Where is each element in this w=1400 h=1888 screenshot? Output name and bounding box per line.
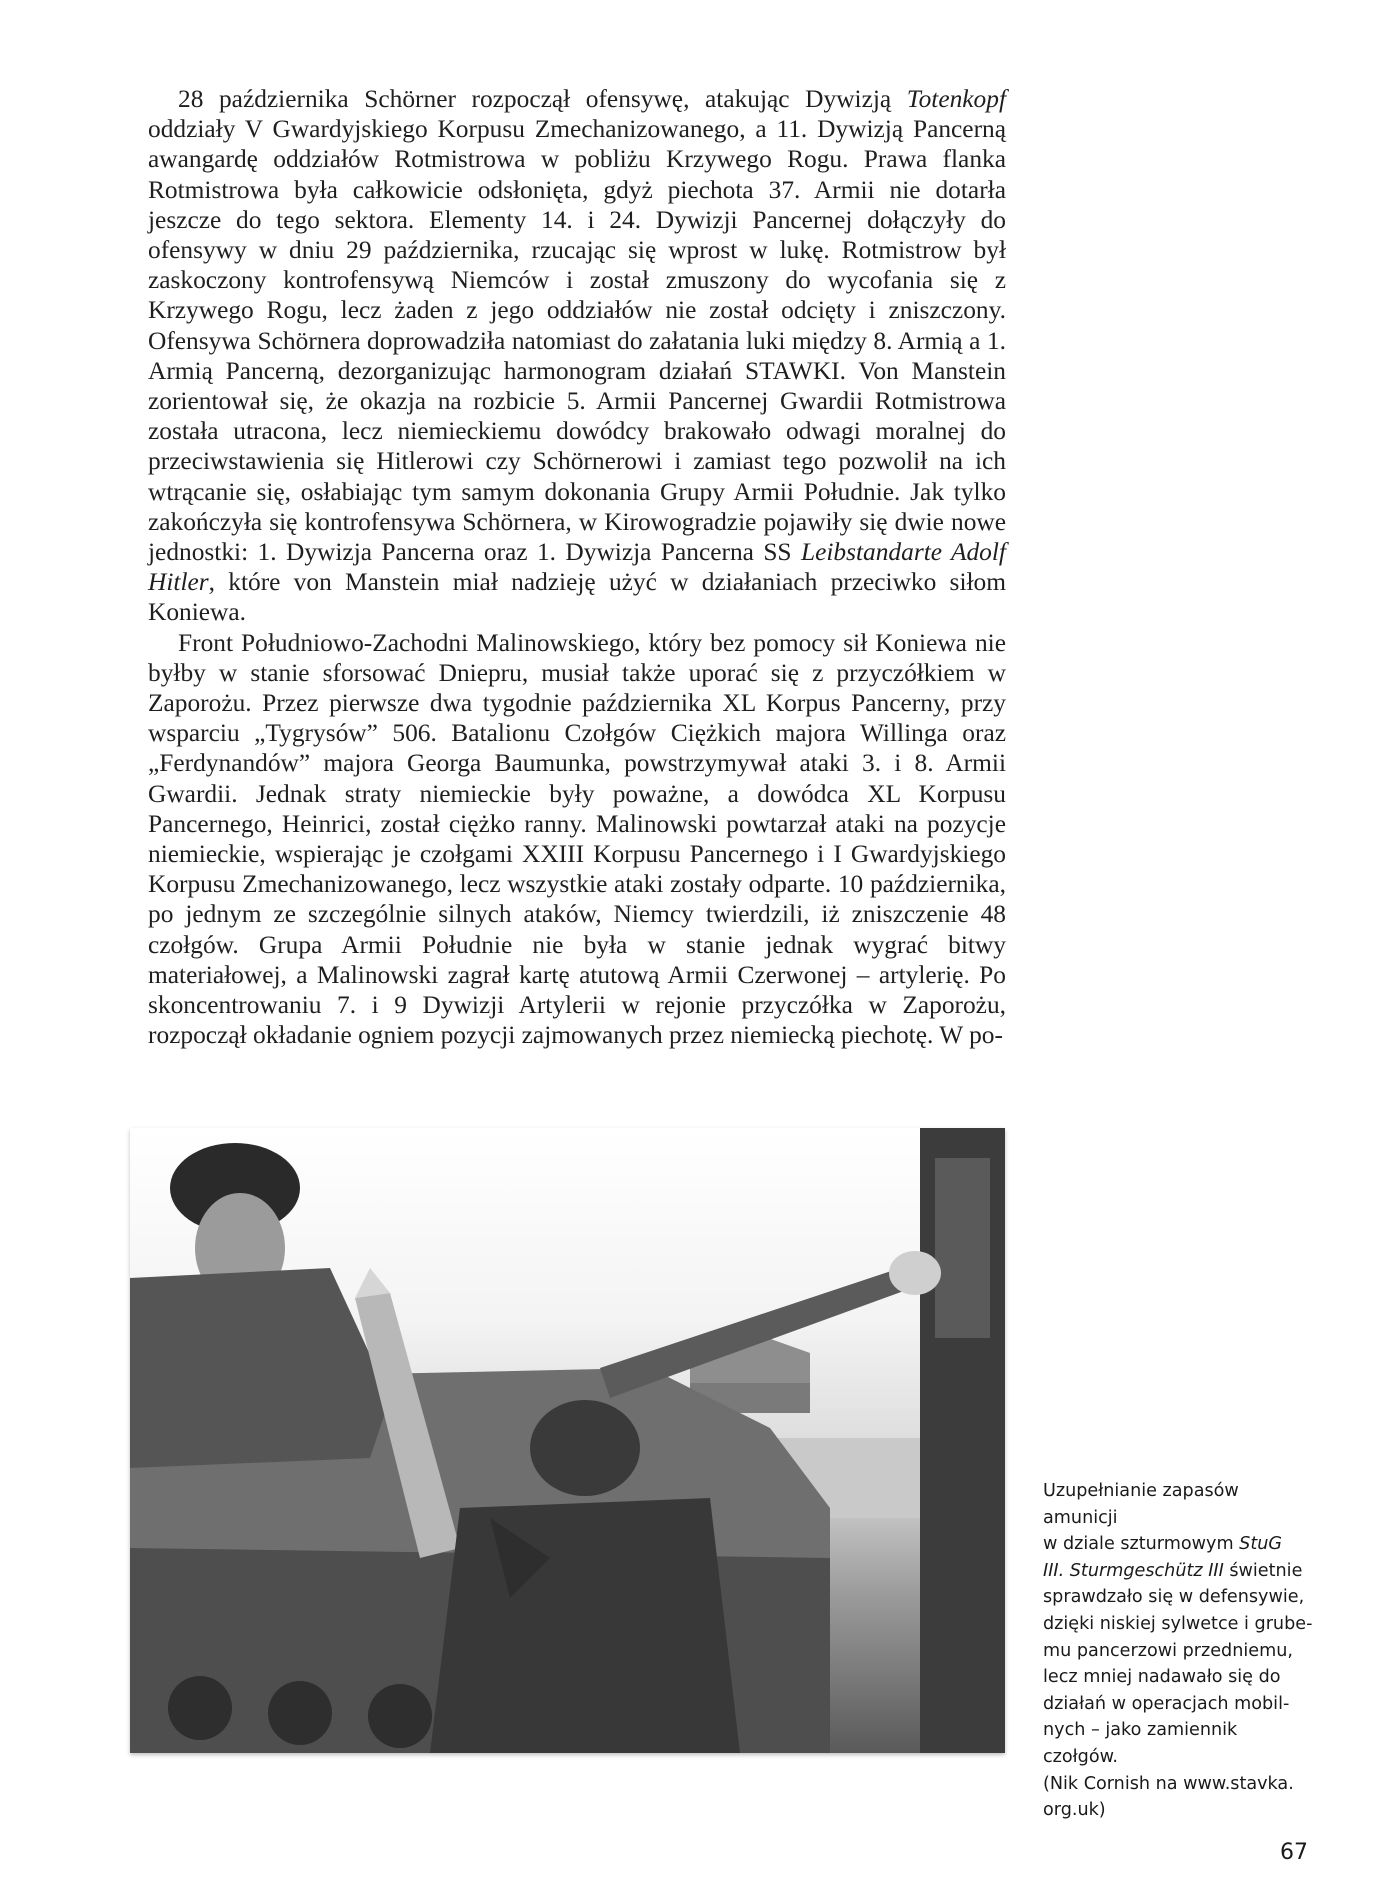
paragraph-2: Front Południowo-Zachodni Malinowskiego, który bez pomocy sił Koniewa nie byłby w stanie sforsować Dniepru, musiał także uporać się z przyczółkiem w Zaporożu. Przez pierwsze dwa tygodnie października XL Korpus Pancerny, przy wsparciu „Tygrysów” 506. Batalionu Czołgów Ciężkich majora Willinga oraz „Ferdynandów” majora Georga Baumunka, powstrzymywał ataki 3. i 8. Armii Gwardii. Jednak straty niemieckie były poważne, a dowódca XL Korpusu Pancernego, Heinrici, został ciężko ranny. Malinowski powtarzał ataki na pozycje niemieckie, wspierając je czołgami XXIII Korpusu Pancernego i I Gwardyjskiego Korpusu Zmechanizowanego, lecz wszystkie ataki zostały odparte. 10 października, po jednym ze szczególnie silnych ataków, Niemcy twierdzili, iż zniszczenie 48 czołgów. Grupa Armii Południe nie była w stanie jednak wygrać bitwy materiałowej, a Malinowski zagrał kartę atutową Armii Czerwonej – artylerię. Po skoncentrowaniu 7. i 9 Dywizji Artylerii w rejonie przyczółka w Zaporożu, rozpoczął okładanie ogniem pozycji zajmowanych przez niemiecką piechotę. W po- (148, 628, 1006, 1050)
figure-caption: Uzupełnianie zapasów amunicji w dziale szturmowym StuG III. Sturmgeschütz III świetnie sprawdzało się w defensywie, dzięki niskiej sylwetce i grube- mu pancerzowi przedniemu, lecz mniej nadawało się do działań w operacjach mobil- nych – jako zamiennik czołgów. (Nik Cornish na www.stavka. org.uk) (1043, 1481, 1313, 1821)
body-text (148, 84, 1006, 1051)
paragraph-1: 28 października Schörner rozpoczął ofensywę, atakując Dywizją Totenkopf oddziały V Gwardyjskiego Korpusu Zmechanizowanego, a 11. Dywizją Pancerną awangardę oddziałów Rotmistrowa w pobliżu Krzywego Rogu. Prawa flanka Rotmistrowa była całkowicie odsłonięta, gdyż piechota 37. Armii nie dotarła jeszcze do tego sektora. Elementy 14. i 24. Dywizji Pancernej dołączyły do ofensywy w dniu 29 października, rzucając się wprost w lukę. Rotmistrow był zaskoczony kontrofensywą Niemców i został zmuszony do wycofania się z Krzywego Rogu, lecz żaden z jego oddziałów nie został odcięty i zniszczony. Ofensywa Schörnera doprowadziła natomiast do załatania luki między 8. Armią a 1. Armią Pancerną, dezorganizując harmonogram działań STAWKI. Von Manstein zorientował się, że okazja na rozbicie 5. Armii Pancernej Gwardii Rotmistrowa została utracona, lecz niemieckiemu dowódcy brakowało odwagi moralnej do przeciwstawienia się Hitlerowi czy Schörnerowi i zamiast tego pozwolił na ich wtrącanie się, osłabiając tym samym dokonania Grupy Armii Południe. Jak tylko zakończyła się kontrofensywa Schörnera, w Kirowogradzie pojawiły się dwie nowe jednostki: 1. Dywizja Pancerna oraz 1. Dywizja Pancerna SS Leibstandarte Adolf Hitler, które von Manstein miał nadzieję użyć w działaniach przeciwko siłom Koniewa. (148, 85, 1006, 627)
archival-photo (130, 1128, 1005, 1753)
page-number: 67 (1280, 1840, 1308, 1865)
assault-gun-scene-illustration (130, 1128, 1005, 1753)
